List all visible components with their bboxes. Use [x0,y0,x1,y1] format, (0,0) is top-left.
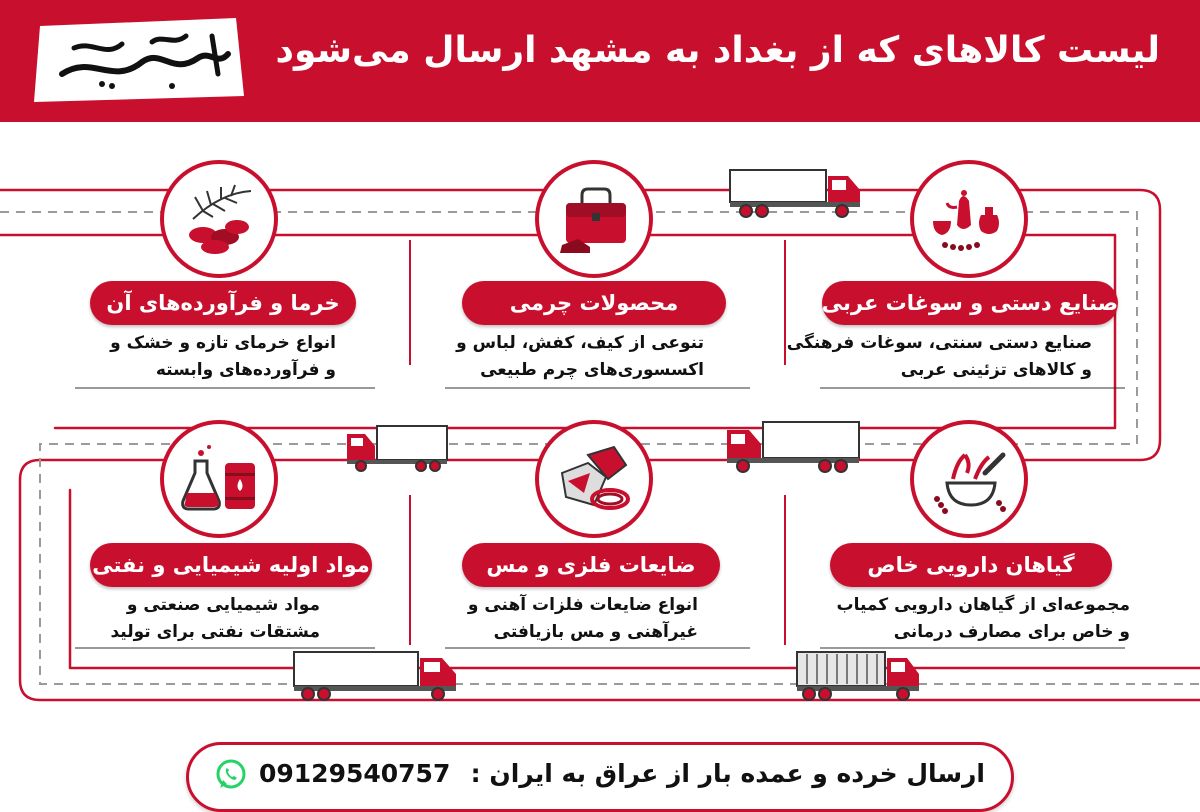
page-title: لیست کالاهای که از بغداد به مشهد ارسال می‌شود [275,30,1160,71]
item-description [20,592,320,646]
description-line: و خاص برای مصارف درمانی [893,622,1130,642]
truck-icon [292,650,460,702]
description-line: اکسسوری‌های چرم طبیعی [480,360,704,380]
scrap-metal-icon [535,420,653,538]
description-line: و کالاهای تزئینی عربی [900,360,1092,380]
phone-number[interactable]: 09129540757 [259,759,451,788]
item-description [830,592,1130,646]
item-description [36,330,336,384]
item-description [398,592,698,646]
item-description [786,330,1092,384]
description-line: انواع خرمای تازه و خشک و [110,333,336,353]
whatsapp-icon[interactable] [215,759,247,791]
chemicals-oil-icon [160,420,278,538]
description-line: انواع ضایعات فلزات آهنی و [467,595,698,615]
item-title: گیاهان دارویی خاص [830,543,1112,587]
truck-icon [725,420,863,474]
leather-bag-icon [535,160,653,278]
truck-icon [345,424,450,472]
item-title: ضایعات فلزی و مس [462,543,720,587]
item-title: صنایع دستی و سوغات عربی [822,281,1118,325]
herbs-mortar-icon [910,420,1028,538]
contact-label: ارسال خرده و عمده بار از عراق به ایران : [470,759,985,788]
item-title: خرما و فرآورده‌های آن [90,281,356,325]
truck-icon [728,168,863,220]
truck-icon [795,650,923,702]
description-line: مواد شیمیایی صنعتی و [126,595,320,615]
dates-icon [160,160,278,278]
crafts-icon [910,160,1028,278]
description-line: مجموعه‌ای از گیاهان دارویی کمیاب [836,595,1130,615]
description-line: صنایع دستی سنتی، سوغات فرهنگی [786,333,1092,353]
item-title: محصولات چرمی [462,281,726,325]
description-line: غیرآهنی و مس بازیافتی [493,622,698,642]
item-description [404,330,704,384]
description-line: و فرآورده‌های وابسته [155,360,336,380]
contact-bar [186,742,1014,812]
item-title: مواد اولیه شیمیایی و نفتی [90,543,372,587]
description-line: مشتقات نفتی برای تولید [110,622,320,642]
description-line: تنوعی از کیف، کفش، لباس و [456,333,704,353]
